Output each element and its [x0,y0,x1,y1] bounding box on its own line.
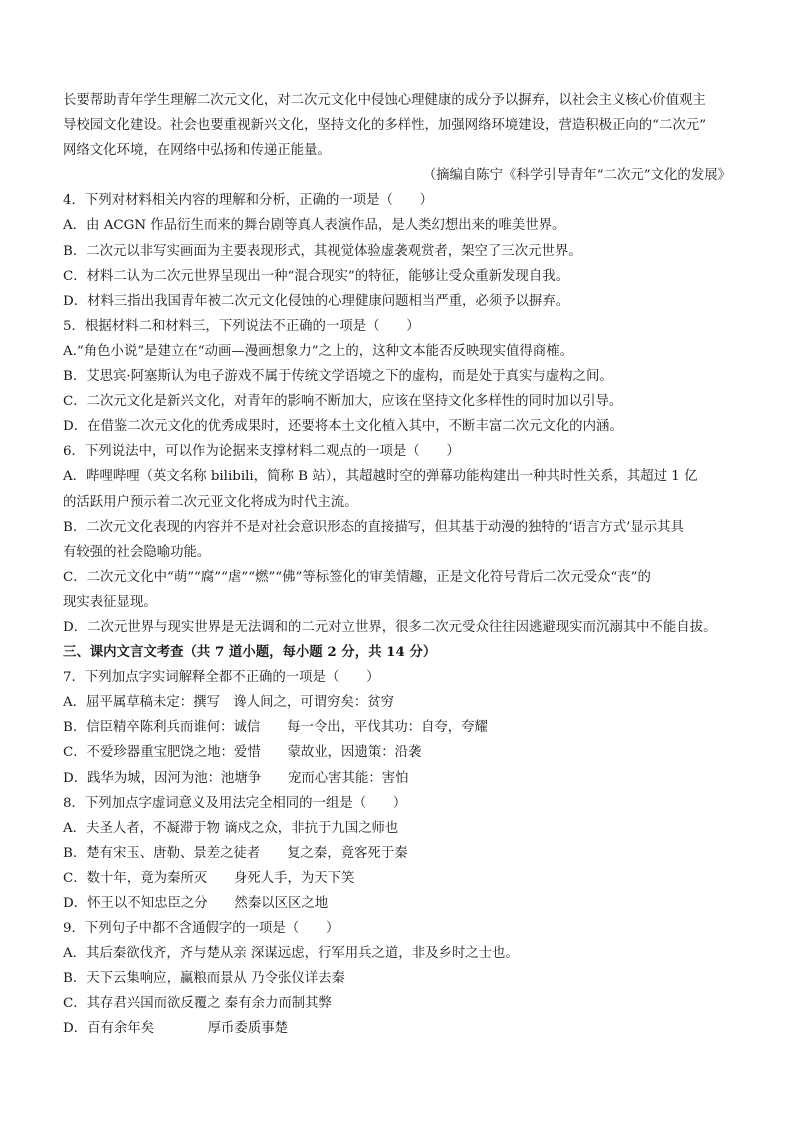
section-3-heading: 三、课内文言文考查（共 7 道小题，每小题 2 分，共 14 分） [63,644,437,661]
question-7-option-d: D．践华为城，因河为池：池塘争 宠而心害其能：害怕 [63,770,409,786]
question-9-option-a: A．其后秦欲伐齐，齐与楚从亲 深谋远虑，行军用兵之道，非及乡时之士也。 [63,946,519,962]
question-9-option-b: B．天下云集响应，赢粮而景从 乃令张仪详去秦 [63,971,345,987]
question-4-option-c: C．材料二认为二次元世界呈现出一种“混合现实”的特征，能够让受众重新发现自我。 [63,268,569,284]
question-6-line-4: 有较强的社会隐喻功能。 [63,544,211,560]
question-6-stem: 6．下列说法中，可以作为论据来支撑材料二观点的一项是（ ） [63,444,460,460]
question-5-stem: 5．根据材料二和材料三，下列说法不正确的一项是（ ） [63,318,420,334]
question-9-stem: 9．下列句子中都不含通假字的一项是（ ） [63,921,340,937]
question-7-stem: 7．下列加点字实词解释全都不正确的一项是（ ） [63,670,380,686]
question-8-option-b: B．楚有宋玉、唐勒、景差之徒者 复之秦，竟客死于秦 [63,845,408,861]
question-6-line-6: 现实表征显现。 [63,594,157,610]
question-6-line-1: A．哔哩哔哩（英文名称 bilibili，简称 B 站），其超越时空的弹幕功能构建出一种共时性关系，其超过 1 亿 [63,469,698,485]
question-8-option-a: A．夫圣人者，不凝滞于物 谪戍之众，非抗于九国之师也 [63,820,399,836]
question-6-line-3: B．二次元文化表现的内容并不是对社会意识形态的直接描写，但其基于动漫的独特的‘语言方式’显示其具 [63,519,684,535]
question-5-option-d: D．在借鉴二次元文化的优秀成果时，还要将本土文化植入其中，不断丰富二次元文化的内涵。 [63,419,623,435]
question-7-option-a: A．屈平属草稿未定：撰写 谗人间之，可谓穷矣：贫穷 [63,695,395,711]
question-9-option-c: C．其存君兴国而欲反覆之 秦有余力而制其弊 [63,996,332,1012]
question-4-option-a: A．由 ACGN 作品衍生而来的舞台剧等真人表演作品，是人类幻想出来的唯美世界。 [63,218,566,234]
question-7-option-c: C．不爱珍器重宝肥饶之地：爱惜 蒙故业，因遗策：沿袭 [63,745,422,761]
question-9-option-d: D．百有余年矣 厚币委质事楚 [63,1021,288,1037]
paragraph-line-1: 长要帮助青年学生理解二次元文化，对二次元文化中侵蚀心理健康的成分予以摒弃，以社会主义核心价值观主 [63,93,706,108]
question-6-line-5: C．二次元文化中“萌”“腐”“虐”“燃”“佛”等标签化的审美情趣，正是文化符号背后二次元受众“丧”的 [63,569,651,585]
question-5-option-c: C．二次元文化是新兴文化，对青年的影响不断加大，应该在坚持文化多样性的同时加以引导。 [63,394,623,410]
question-6-line-2: 的活跃用户预示着二次元亚文化将成为时代主流。 [63,494,358,510]
paragraph-line-2: 导校园文化建设。社会也要重视新兴文化，坚持文化的多样性，加强网络环境建设，营造积极正向的“二次元” [63,118,707,134]
question-5-option-a: A.“角色小说”是建立在“动画—漫画想象力”之上的，这种文本能否反映现实值得商榷。 [63,343,573,359]
question-8-option-d: D．怀王以不知忠臣之分 然秦以区区之地 [63,896,329,911]
question-8-stem: 8．下列加点字虚词意义及用法完全相同的一组是（ ） [63,795,407,811]
question-4-option-b: B．二次元以非写实画面为主要表现形式，其视觉体验虚袭观赏者，架空了三次元世界。 [63,243,582,259]
source-citation: （摘编自陈宁《科学引导青年“二次元”文化的发展》 [422,168,731,184]
question-4-option-d: D．材料三指出我国青年被二次元文化侵蚀的心理健康问题相当严重，必须予以摒弃。 [63,293,570,309]
question-4-stem: 4．下列对材料相关内容的理解和分析，正确的一项是（ ） [63,193,434,209]
question-7-option-b: B．信臣精卒陈利兵而谁何：诚信 每一令出，平伐其功：自夸，夸耀 [63,720,488,736]
question-5-option-b: B．艾思宾·阿塞斯认为电子游戏不属于传统文学语境之下的虚构，而是处于真实与虚构之间。 [63,369,613,385]
paragraph-line-3: 网络文化环境，在网络中弘扬和传递正能量。 [63,143,331,159]
question-6-line-7: D．二次元世界与现实世界是无法调和的二元对立世界，很多二次元受众往往因逃避现实而沉溺其中不能自拔。 [63,619,717,635]
question-8-option-c: C．数十年，竟为秦所灭 身死人手，为天下笑 [63,870,355,886]
exam-page [63,88,733,1042]
